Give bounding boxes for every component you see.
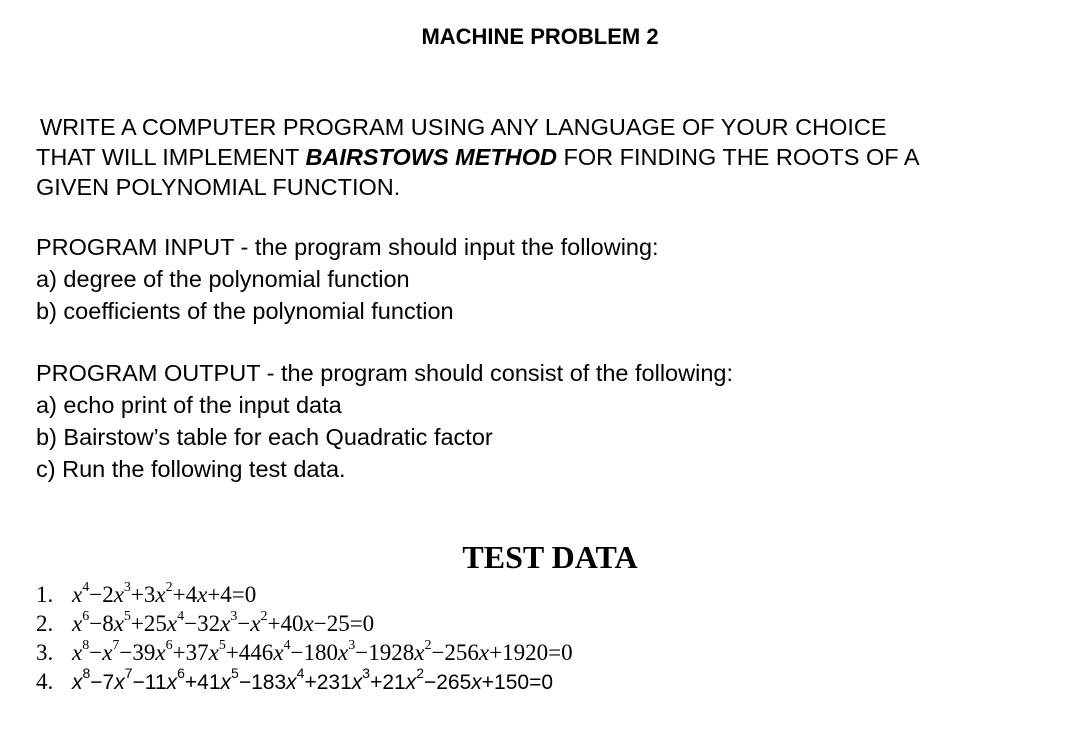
- program-input-item: a) degree of the polynomial function: [36, 266, 410, 292]
- equation-number: 4.: [36, 669, 54, 694]
- test-equation: [36, 667, 573, 697]
- program-input-heading: PROGRAM INPUT - the program should input the following:: [36, 234, 659, 260]
- equation-number: 3.: [36, 640, 54, 665]
- program-output-item: b) Bairstow’s table for each Quadratic factor: [36, 424, 493, 450]
- program-input-section: [36, 231, 1036, 327]
- equation-number: 1.: [36, 582, 54, 607]
- statement-line-3: GIVEN POLYNOMIAL FUNCTION.: [36, 174, 401, 200]
- equation-text: $x^4-2x^3+3x^2+4x+4=0$: [72, 580, 257, 607]
- test-data-heading: TEST DATA: [462, 539, 638, 575]
- equation-number: 2.: [36, 611, 54, 636]
- program-output-item: a) echo print of the input data: [36, 392, 342, 418]
- program-input-item: b) coefficients of the polynomial function: [36, 298, 454, 324]
- test-equation: [36, 609, 573, 638]
- test-equation: [36, 580, 573, 609]
- problem-statement: [36, 112, 1056, 202]
- program-output-item: c) Run the following test data.: [36, 456, 346, 482]
- equation-text: $x^8-7x^7-11x^6+41x^5-183x^4+231x^3+21x^2-265x+150=0$: [72, 665, 554, 694]
- statement-line-2-start: THAT WILL IMPLEMENT: [36, 144, 306, 170]
- statement-line-1: WRITE A COMPUTER PROGRAM USING ANY LANGUAGE OF YOUR CHOICE: [40, 114, 887, 140]
- test-equation-list: [36, 580, 573, 697]
- program-output-section: [36, 357, 1036, 485]
- test-equation: [36, 638, 573, 667]
- program-output-heading: PROGRAM OUTPUT - the program should consist of the following:: [36, 360, 733, 386]
- method-name: BAIRSTOWS METHOD: [305, 144, 557, 170]
- page-title: MACHINE PROBLEM 2: [421, 24, 659, 49]
- equation-text: $x^8-x^7-39x^6+37x^5+446x^4-180x^3-1928x^2-256x+1920=0$: [72, 638, 573, 665]
- equation-text: $x^6-8x^5+25x^4-32x^3-x^2+40x-25=0$: [72, 609, 375, 636]
- statement-line-2-end: FOR FINDING THE ROOTS OF A: [556, 144, 920, 170]
